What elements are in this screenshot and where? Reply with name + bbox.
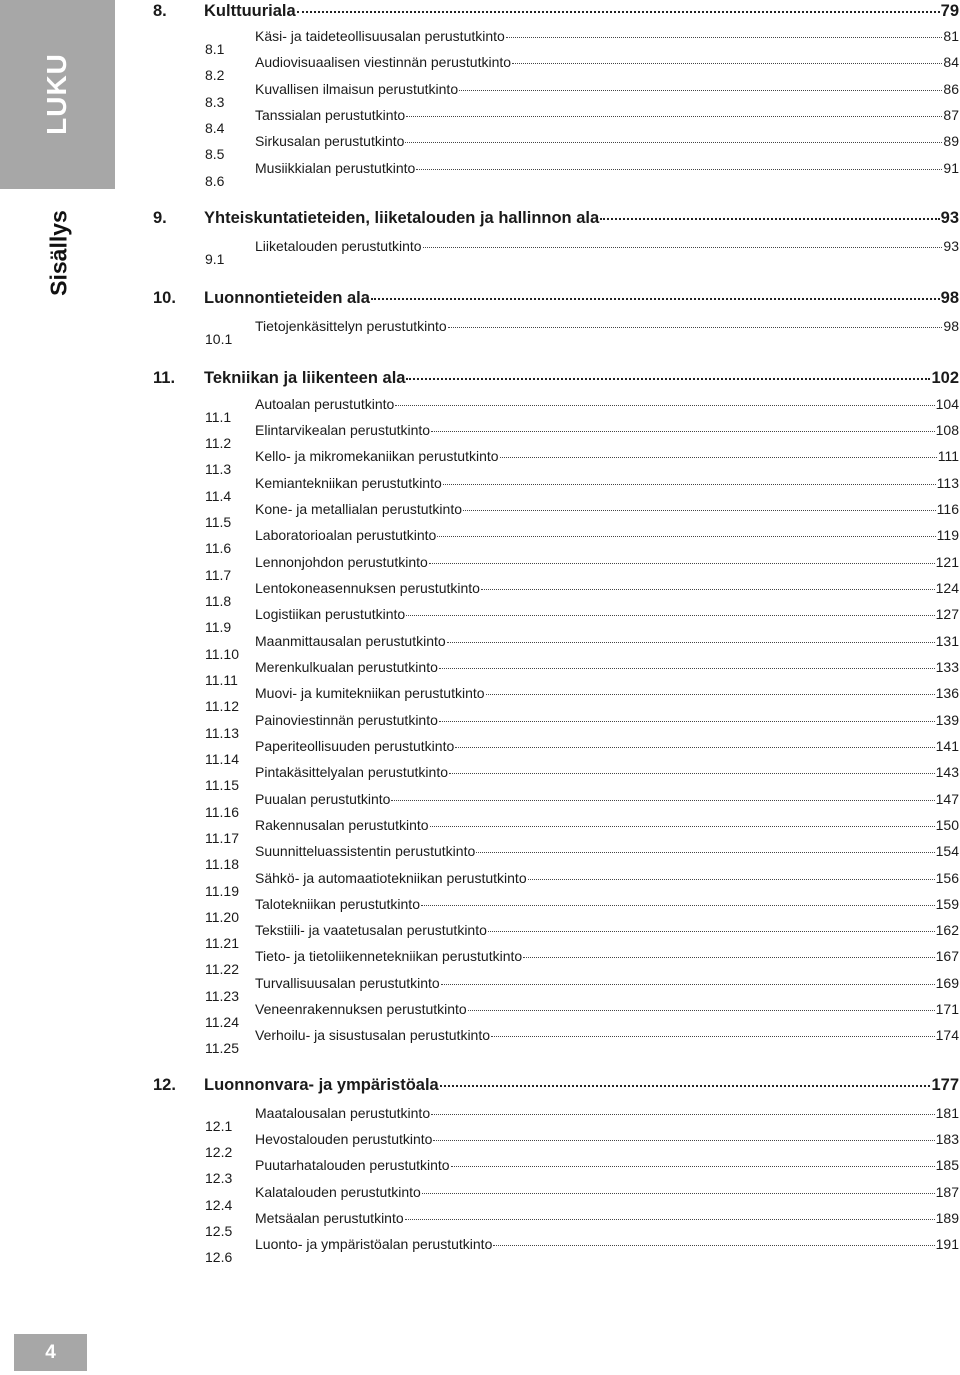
- toc-entry-title: Audiovisuaalisen viestinnän perustutkinto: [255, 54, 512, 70]
- toc-entry-title: Tanssialan perustutkinto: [255, 107, 406, 123]
- toc-entry-number-text: 11.3: [205, 461, 232, 477]
- toc-subsection-entry[interactable]: [153, 1184, 959, 1213]
- toc-subsection-entry[interactable]: [153, 448, 959, 477]
- toc-subsection-entry[interactable]: [153, 922, 959, 951]
- toc-subsection-entry[interactable]: [153, 633, 959, 662]
- dot-leader: [405, 1219, 935, 1220]
- toc-entry-title: Yhteiskuntatieteiden, liiketalouden ja hallinnon ala: [204, 209, 600, 227]
- toc-entry-number-text: 11.18: [205, 856, 239, 872]
- toc-entry-number-text: 12.3: [205, 1170, 233, 1186]
- dot-leader: [439, 721, 935, 722]
- dot-leader: [523, 957, 934, 958]
- dot-leader: [449, 773, 935, 774]
- toc-entry-page: 119: [936, 527, 959, 543]
- toc-subsection-entry[interactable]: [153, 843, 959, 872]
- toc-subsection-entry[interactable]: [153, 606, 959, 635]
- toc-entry-number-text: 11.17: [205, 830, 239, 846]
- toc-subsection-entry[interactable]: [153, 738, 959, 767]
- toc-entry-title: Maatalousalan perustutkinto: [255, 1105, 431, 1121]
- dot-leader: [600, 218, 939, 220]
- toc-entry-page: 187: [935, 1184, 959, 1200]
- dot-leader: [297, 11, 940, 13]
- toc-entry-title: Lentokoneasennuksen perustutkinto: [255, 580, 480, 596]
- toc-entry-number-text: 11.19: [205, 883, 239, 899]
- dot-leader: [406, 116, 942, 117]
- toc-entry-number-text: 9.1: [205, 251, 225, 267]
- dot-leader: [476, 852, 934, 853]
- toc-entry-page: 91: [943, 160, 959, 176]
- toc-entry-number-text: 11.12: [205, 698, 239, 714]
- toc-entry-title: Painoviestinnän perustutkinto: [255, 712, 438, 728]
- toc-entry-title: Merenkulkualan perustutkinto: [255, 659, 438, 675]
- toc-entry-number: 12.: [153, 1076, 176, 1094]
- toc-entry-title: Verhoilu- ja sisustusalan perustutkinto: [255, 1027, 491, 1043]
- toc-entry-number-text: 12.2: [205, 1144, 233, 1160]
- toc-entry-page: 174: [935, 1027, 959, 1043]
- toc-chapter-entry[interactable]: [153, 209, 959, 233]
- toc-entry-title: Tieto- ja tietoliikennetekniikan perustutkinto: [255, 948, 523, 964]
- dot-leader: [463, 510, 936, 511]
- toc-subsection-entry[interactable]: [153, 318, 959, 347]
- toc-entry-page: 89: [943, 133, 959, 149]
- toc-entry-number-text: 8.6: [205, 173, 225, 189]
- dot-leader: [430, 826, 935, 827]
- toc-entry-page: 191: [935, 1236, 959, 1252]
- toc-entry-title: Maanmittausalan perustutkinto: [255, 633, 446, 649]
- toc-entry-page: 111: [937, 448, 959, 464]
- toc-entry-title: Rakennusalan perustutkinto: [255, 817, 429, 833]
- toc-subsection-entry[interactable]: [153, 81, 959, 110]
- dot-leader: [431, 431, 935, 432]
- toc-subsection-entry[interactable]: [153, 1131, 959, 1160]
- dot-leader: [443, 484, 936, 485]
- toc-entry-title: Sähkö- ja automaatiotekniikan perustutkinto: [255, 870, 527, 886]
- toc-entry-page: 177: [931, 1076, 959, 1094]
- dot-leader: [433, 1140, 934, 1141]
- toc-entry-title: Veneenrakennuksen perustutkinto: [255, 1001, 467, 1017]
- chapter-tab-label: LUKU: [41, 53, 72, 135]
- dot-leader: [528, 879, 935, 880]
- dot-leader: [429, 563, 935, 564]
- dot-leader: [406, 378, 930, 380]
- toc-entry-number: 8.: [153, 2, 167, 20]
- toc-entry-title: Pintakäsittelyalan perustutkinto: [255, 764, 448, 780]
- section-title: Sisällys: [45, 210, 72, 296]
- toc-chapter-entry[interactable]: [153, 1076, 959, 1100]
- toc-entry-page: 98: [943, 318, 959, 334]
- toc-subsection-entry[interactable]: [153, 870, 959, 899]
- toc-entry-title: Suunnitteluassistentin perustutkinto: [255, 843, 476, 859]
- toc-entry-title: Kello- ja mikromekaniikan perustutkinto: [255, 448, 499, 464]
- dot-leader: [371, 298, 940, 300]
- toc-entry-number-text: 8.4: [205, 120, 225, 136]
- dot-leader: [395, 405, 934, 406]
- toc-entry-number-text: 11.20: [205, 909, 239, 925]
- toc-entry-number-text: 10.1: [205, 331, 233, 347]
- toc-entry-title: Sirkusalan perustutkinto: [255, 133, 405, 149]
- toc-entry-page: 131: [935, 633, 959, 649]
- toc-entry-number-text: 12.4: [205, 1197, 233, 1213]
- toc-entry-number-text: 12.6: [205, 1249, 233, 1265]
- toc-subsection-entry[interactable]: [153, 475, 959, 504]
- toc-entry-page: 113: [936, 475, 959, 491]
- toc-subsection-entry[interactable]: [153, 817, 959, 846]
- toc-entry-page: 189: [935, 1210, 959, 1226]
- toc-entry-title: Laboratorioalan perustutkinto: [255, 527, 437, 543]
- toc-entry-title: Kone- ja metallialan perustutkinto: [255, 501, 463, 517]
- toc-entry-page: 181: [935, 1105, 959, 1121]
- dot-leader: [431, 1114, 935, 1115]
- toc-entry-number: 9.: [153, 209, 167, 227]
- toc-entry-title: Kulttuuriala: [204, 2, 296, 20]
- toc-entry-title: Logistiikan perustutkinto: [255, 606, 406, 622]
- toc-entry-page: 104: [935, 396, 959, 412]
- toc-entry-page: 154: [935, 843, 959, 859]
- toc-subsection-entry[interactable]: [153, 712, 959, 741]
- toc-entry-number: 10.: [153, 289, 176, 307]
- toc-entry-page: 84: [943, 54, 959, 70]
- toc-entry-page: 147: [935, 791, 959, 807]
- toc-entry-title: Autoalan perustutkinto: [255, 396, 395, 412]
- dot-leader: [441, 984, 935, 985]
- toc-chapter-entry[interactable]: [153, 289, 959, 313]
- toc-entry-page: 169: [935, 975, 959, 991]
- toc-entry-page: 185: [935, 1157, 959, 1173]
- toc-entry-number-text: 11.6: [205, 540, 232, 556]
- toc-entry-title: Liiketalouden perustutkinto: [255, 238, 422, 254]
- toc-entry-number-text: 8.2: [205, 67, 225, 83]
- toc-entry-page: 86: [943, 81, 959, 97]
- toc-entry-number-text: 11.22: [205, 961, 239, 977]
- toc-entry-title: Luonto- ja ympäristöalan perustutkinto: [255, 1236, 493, 1252]
- dot-leader: [423, 247, 943, 248]
- toc-entry-title: Lennonjohdon perustutkinto: [255, 554, 428, 570]
- toc-subsection-entry[interactable]: [153, 685, 959, 714]
- toc-subsection-entry[interactable]: [153, 948, 959, 977]
- toc-entry-number-text: 11.2: [205, 435, 232, 451]
- toc-subsection-entry[interactable]: [153, 975, 959, 1004]
- toc-entry-number: 11.: [153, 369, 176, 387]
- dot-leader: [391, 800, 934, 801]
- dot-leader: [422, 1193, 935, 1194]
- dot-leader: [448, 327, 943, 328]
- toc-subsection-entry[interactable]: [153, 1027, 959, 1056]
- toc-subsection-entry[interactable]: [153, 764, 959, 793]
- dot-leader: [421, 905, 935, 906]
- toc-entry-title: Puualan perustutkinto: [255, 791, 391, 807]
- dot-leader: [455, 747, 934, 748]
- dot-leader: [416, 169, 942, 170]
- toc-entry-page: 93: [940, 209, 959, 227]
- toc-subsection-entry[interactable]: [153, 1210, 959, 1239]
- toc-entry-page: 150: [935, 817, 959, 833]
- toc-entry-title: Paperiteollisuuden perustutkinto: [255, 738, 455, 754]
- toc-entry-page: 143: [935, 764, 959, 780]
- dot-leader: [459, 90, 942, 91]
- toc-subsection-entry[interactable]: [153, 1105, 959, 1134]
- toc-subsection-entry[interactable]: [153, 238, 959, 267]
- toc-entry-title: Turvallisuusalan perustutkinto: [255, 975, 440, 991]
- dot-leader: [486, 694, 935, 695]
- toc-subsection-entry[interactable]: [153, 896, 959, 925]
- toc-subsection-entry[interactable]: [153, 28, 959, 57]
- toc-entry-page: 81: [943, 28, 959, 44]
- toc-entry-title: Musiikkialan perustutkinto: [255, 160, 416, 176]
- toc-entry-page: 167: [935, 948, 959, 964]
- toc-entry-title: Käsi- ja taideteollisuusalan perustutkinto: [255, 28, 505, 44]
- toc-entry-page: 171: [935, 1001, 959, 1017]
- toc-entry-title: Elintarvikealan perustutkinto: [255, 422, 431, 438]
- dot-leader: [493, 1245, 934, 1246]
- toc-subsection-entry[interactable]: [153, 501, 959, 530]
- toc-subsection-entry[interactable]: [153, 659, 959, 688]
- toc-entry-number-text: 11.25: [205, 1040, 239, 1056]
- toc-entry-number-text: 11.9: [205, 619, 232, 635]
- dot-leader: [405, 142, 942, 143]
- toc-entry-number-text: 11.7: [205, 567, 232, 583]
- dot-leader: [488, 931, 935, 932]
- toc-subsection-entry[interactable]: [153, 527, 959, 556]
- toc-subsection-entry[interactable]: [153, 1001, 959, 1030]
- dot-leader: [437, 536, 935, 537]
- dot-leader: [506, 37, 943, 38]
- dot-leader: [447, 642, 935, 643]
- toc-entry-number-text: 11.24: [205, 1014, 239, 1030]
- toc-entry-number-text: 11.5: [205, 514, 232, 530]
- toc-entry-number-text: 11.10: [205, 646, 239, 662]
- toc-entry-number-text: 8.5: [205, 146, 225, 162]
- toc-entry-page: 139: [935, 712, 959, 728]
- toc-entry-number-text: 11.4: [205, 488, 232, 504]
- toc-subsection-entry[interactable]: [153, 133, 959, 162]
- toc-entry-title: Tekstiili- ja vaatetusalan perustutkinto: [255, 922, 487, 938]
- toc-entry-page: 136: [935, 685, 959, 701]
- toc-entry-page: 87: [943, 107, 959, 123]
- toc-entry-page: 127: [935, 606, 959, 622]
- toc-entry-page: 162: [935, 922, 959, 938]
- chapter-tab: [0, 0, 115, 189]
- toc-entry-title: Kuvallisen ilmaisun perustutkinto: [255, 81, 459, 97]
- toc-subsection-entry[interactable]: [153, 54, 959, 83]
- toc-entry-number-text: 11.21: [205, 935, 239, 951]
- dot-leader: [451, 1166, 935, 1167]
- toc-entry-page: 183: [935, 1131, 959, 1147]
- toc-chapter-entry[interactable]: [153, 2, 959, 26]
- toc-entry-number-text: 11.16: [205, 804, 239, 820]
- toc-entry-page: 93: [943, 238, 959, 254]
- toc-entry-number-text: 11.8: [205, 593, 232, 609]
- toc-entry-title: Luonnonvara- ja ympäristöala: [204, 1076, 439, 1094]
- dot-leader: [500, 457, 937, 458]
- toc-entry-title: Luonnontieteiden ala: [204, 289, 370, 307]
- page-number: 4: [14, 1334, 87, 1371]
- toc-entry-page: 116: [936, 501, 959, 517]
- toc-subsection-entry[interactable]: [153, 422, 959, 451]
- toc-entry-number-text: 11.14: [205, 751, 239, 767]
- toc-entry-title: Kemiantekniikan perustutkinto: [255, 475, 442, 491]
- dot-leader: [491, 1036, 935, 1037]
- toc-subsection-entry[interactable]: [153, 791, 959, 820]
- toc-entry-page: 79: [940, 2, 959, 20]
- toc-entry-title: Muovi- ja kumitekniikan perustutkinto: [255, 685, 485, 701]
- dot-leader: [406, 615, 934, 616]
- toc-subsection-entry[interactable]: [153, 580, 959, 609]
- toc-entry-number-text: 11.11: [205, 672, 238, 688]
- toc-entry-page: 124: [935, 580, 959, 596]
- toc-entry-page: 156: [935, 870, 959, 886]
- dot-leader: [440, 1085, 931, 1087]
- toc-entry-page: 133: [935, 659, 959, 675]
- toc-entry-number-text: 11.15: [205, 777, 239, 793]
- toc-entry-page: 98: [940, 289, 959, 307]
- toc-entry-number-text: 8.1: [205, 41, 225, 57]
- toc-entry-number-text: 11.1: [205, 409, 232, 425]
- toc-subsection-entry[interactable]: [153, 160, 959, 189]
- dot-leader: [439, 668, 935, 669]
- toc-entry-title: Tietojenkäsittelyn perustutkinto: [255, 318, 447, 334]
- toc-entry-title: Hevostalouden perustutkinto: [255, 1131, 433, 1147]
- dot-leader: [512, 63, 942, 64]
- toc-entry-page: 102: [931, 369, 959, 387]
- toc-subsection-entry[interactable]: [153, 107, 959, 136]
- toc-entry-number-text: 12.1: [205, 1118, 233, 1134]
- toc-subsection-entry[interactable]: [153, 396, 959, 425]
- toc-entry-number-text: 12.5: [205, 1223, 233, 1239]
- toc-entry-page: 141: [935, 738, 959, 754]
- toc-entry-page: 159: [935, 896, 959, 912]
- toc-subsection-entry[interactable]: [153, 1157, 959, 1186]
- toc-entry-page: 121: [935, 554, 959, 570]
- toc-entry-title: Metsäalan perustutkinto: [255, 1210, 404, 1226]
- toc-entry-number-text: 11.23: [205, 988, 239, 1004]
- toc-chapter-entry[interactable]: [153, 369, 959, 393]
- toc-entry-title: Kalatalouden perustutkinto: [255, 1184, 421, 1200]
- dot-leader: [468, 1010, 935, 1011]
- toc-subsection-entry[interactable]: [153, 1236, 959, 1265]
- toc-subsection-entry[interactable]: [153, 554, 959, 583]
- toc-entry-number-text: 8.3: [205, 94, 225, 110]
- toc-entry-title: Puutarhatalouden perustutkinto: [255, 1157, 450, 1173]
- dot-leader: [481, 589, 935, 590]
- toc-entry-page: 108: [935, 422, 959, 438]
- toc-entry-number-text: 11.13: [205, 725, 239, 741]
- toc-entry-title: Tekniikan ja liikenteen ala: [204, 369, 406, 387]
- toc-entry-title: Talotekniikan perustutkinto: [255, 896, 420, 912]
